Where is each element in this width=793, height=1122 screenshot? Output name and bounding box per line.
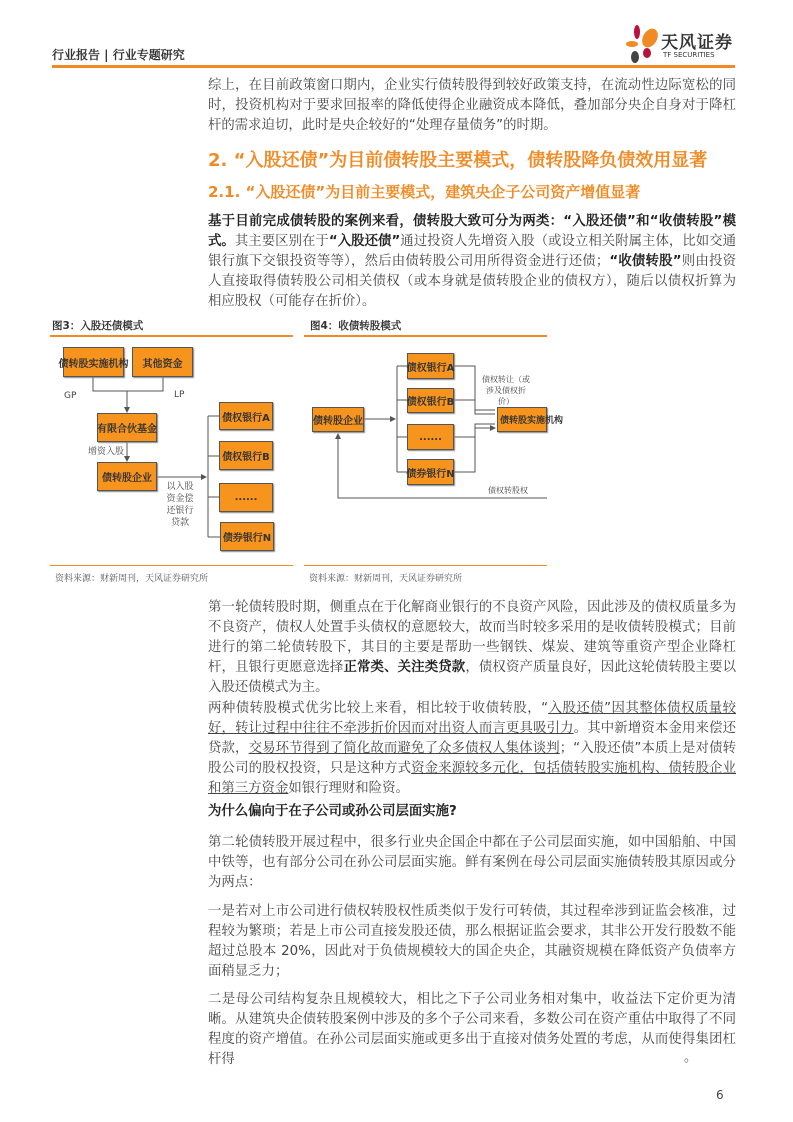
underlined-text: 资金来源较多元化，包括债转股实施机构、债转股企业和第三方资金 [208, 761, 737, 796]
fig3-node-bank-a: 债权银行A [219, 402, 273, 430]
underlined-text: 交易环节得到了简化故而避免了众多债权人集体谈判 [248, 741, 560, 756]
fig4-node-bank-n: 债券银行N [407, 459, 454, 485]
text: 如银行理财和险资。 [288, 781, 409, 796]
figure3-title: 图3：入股还债模式 [52, 320, 144, 332]
fig3-label-lp: LP [174, 390, 185, 400]
text: ，债权资产质量良好，因此这轮债转股主要以入股还债模式为主。 [208, 660, 737, 695]
underlined-text: 入股还债”因其整体债权质量较好，转让过程中往往不牵涉折价因而对出资人而言更具吸引力 [208, 701, 737, 736]
comparison-paragraph [208, 699, 736, 799]
fig4-node-ent: 债转股企业 [312, 407, 364, 432]
intro-paragraph: 综上，在目前政策窗口期内，企业实行债转股得到较好政策支持，在流动性边际宽松的同时，投资机构对于要求回报率的降低使得企业融资成本降低，叠加部分央企自身对于降杠杆的需求迫切，此时是央企较好的“处理存量债务”的时期。 [208, 78, 736, 133]
fig3-label-repay: 以入股资金偿还银行贷款 [166, 482, 194, 528]
rounds-paragraph [208, 598, 736, 698]
fig3-node-bank-b: 债权银行B [219, 441, 273, 470]
fig3-node-ent: 债转股企业 [97, 462, 157, 491]
text: 则由投资人直接取得债转股公司相关债权（或本身就是债转股企业的债权方），随后以债权折算为相应股权（可能存在折价）。 [208, 254, 736, 309]
bold-text: “入股还债” [328, 234, 401, 249]
fig3-node-fund: 有限合伙基金 [97, 413, 157, 442]
paragraph-end-mark: 。 [684, 1050, 698, 1065]
fig4-node-bank-a: 债权银行A [407, 353, 454, 379]
reason-two-paragraph: 二是母公司结构复杂且规模较大，相比之下子公司业务相对集中，收益法下定价更为清晰。从建筑央企债转股案例中涉及的多个子公司来看，多数公司在资产重估中取得了不同程度的资产增值。在孙公司层面实施或更多出于直接对债务处置的考虑，从而使得集团杠杆得 [208, 992, 736, 1067]
text: 其主要区别在于 [234, 234, 329, 249]
subsidiary-paragraph: 第二轮债转股开展过程中，很多行业央企国企中都在子公司层面实施，如中国船舶、中国中铁等，也有部分公司在孙公司层面实施。鲜有案例在母公司层面实施债转股其原因或分为两点： [208, 835, 736, 890]
question-heading: 为什么偏向于在子公司或孙公司层面实施? [208, 804, 457, 819]
fig4-label-transfer: 债权转让（或涉及债权折价） [482, 375, 530, 406]
bold-text: “收债转股” [609, 254, 682, 269]
figure3-bottom-rule [50, 565, 293, 566]
figure4-rule [304, 335, 547, 337]
text: ；“入股还债”本质上是对债转股公司的股权投资，只是这种方式 [208, 741, 737, 776]
fig4-label-d2e: 债权转股权 [488, 486, 528, 495]
fig4-node-bank-b: 债权银行B [407, 388, 454, 413]
logo-text-en: TF SECURITIES [663, 51, 715, 59]
fig3-node-bank-n: 债券银行N [220, 522, 274, 551]
figure4-title: 图4：收债转股模式 [310, 320, 402, 332]
logo-text-cn: 天风证券 [661, 33, 733, 53]
fig4-node-dots: ...... [407, 424, 454, 450]
text: 。其中新增资本金用来偿还贷款， [208, 721, 737, 756]
figure4-bottom-rule [304, 565, 547, 566]
section-heading: 2. “入股还债”为目前债转股主要模式，债转股降负债效用显著 [208, 150, 708, 171]
figure4-source: 资料来源：财新周刊，天风证券研究所 [309, 574, 463, 584]
bold-text: 基于目前完成债转股的案例来看，债转股大致可分为两类：“入股还债”和“收债转股”模式。 [208, 214, 736, 249]
text: 两种债转股模式优劣比较上来看，相比较于收债转股，“ [208, 701, 549, 716]
subsection-heading: 2.1. “入股还债”为目前主要模式，建筑央企子公司资产增值显著 [208, 183, 641, 201]
reason-one-paragraph: 一是若对上市公司进行债权转股权性质类似于发行可转债，其过程牵涉到证监会核准，过程较为繁琐；若是上市公司直接发股还债，那么根据证监会要求，其非公开发行股数不能超过总股本 20%，因此对于负债规模较大的国企央企，其融资规模在降低资产负债率方面稍显乏力； [208, 904, 736, 979]
fig3-node-other: 其他资金 [132, 347, 193, 377]
report-header: 行业报告 | 行业专题研究 [52, 48, 185, 62]
page-number: 6 [716, 1088, 724, 1102]
fig3-label-gp: GP [64, 391, 77, 401]
fig3-node-dots: ...... [219, 483, 273, 512]
fig3-node-inst: 债转股实施机构 [63, 347, 124, 377]
figure3-source: 资料来源：财新周刊，天风证券研究所 [55, 574, 209, 584]
fig3-label-inject: 增资入股 [88, 447, 125, 457]
text: 第一轮债转股时期，侧重点在于化解商业银行的不良资产风险，因此涉及的债权质量多为不良资产，债权人处置手头债权的意愿较大，故而当时较多采用的是收债转股模式；目前进行的第二轮债转股下，其目的主要是帮助一些钢铁、煤炭、建筑等重资产型企业降杠杆，且银行更愿意选择 [208, 600, 736, 675]
text: 通过投资人先增资入股（或设立相关附属主体，比如交通银行旗下交银投资等等），然后由债转股公司用所得资金进行还债； [208, 234, 737, 269]
fig4-node-inst: 债转股实施机构 [497, 407, 547, 432]
bold-text: 正常类、关注类贷款 [343, 660, 466, 675]
